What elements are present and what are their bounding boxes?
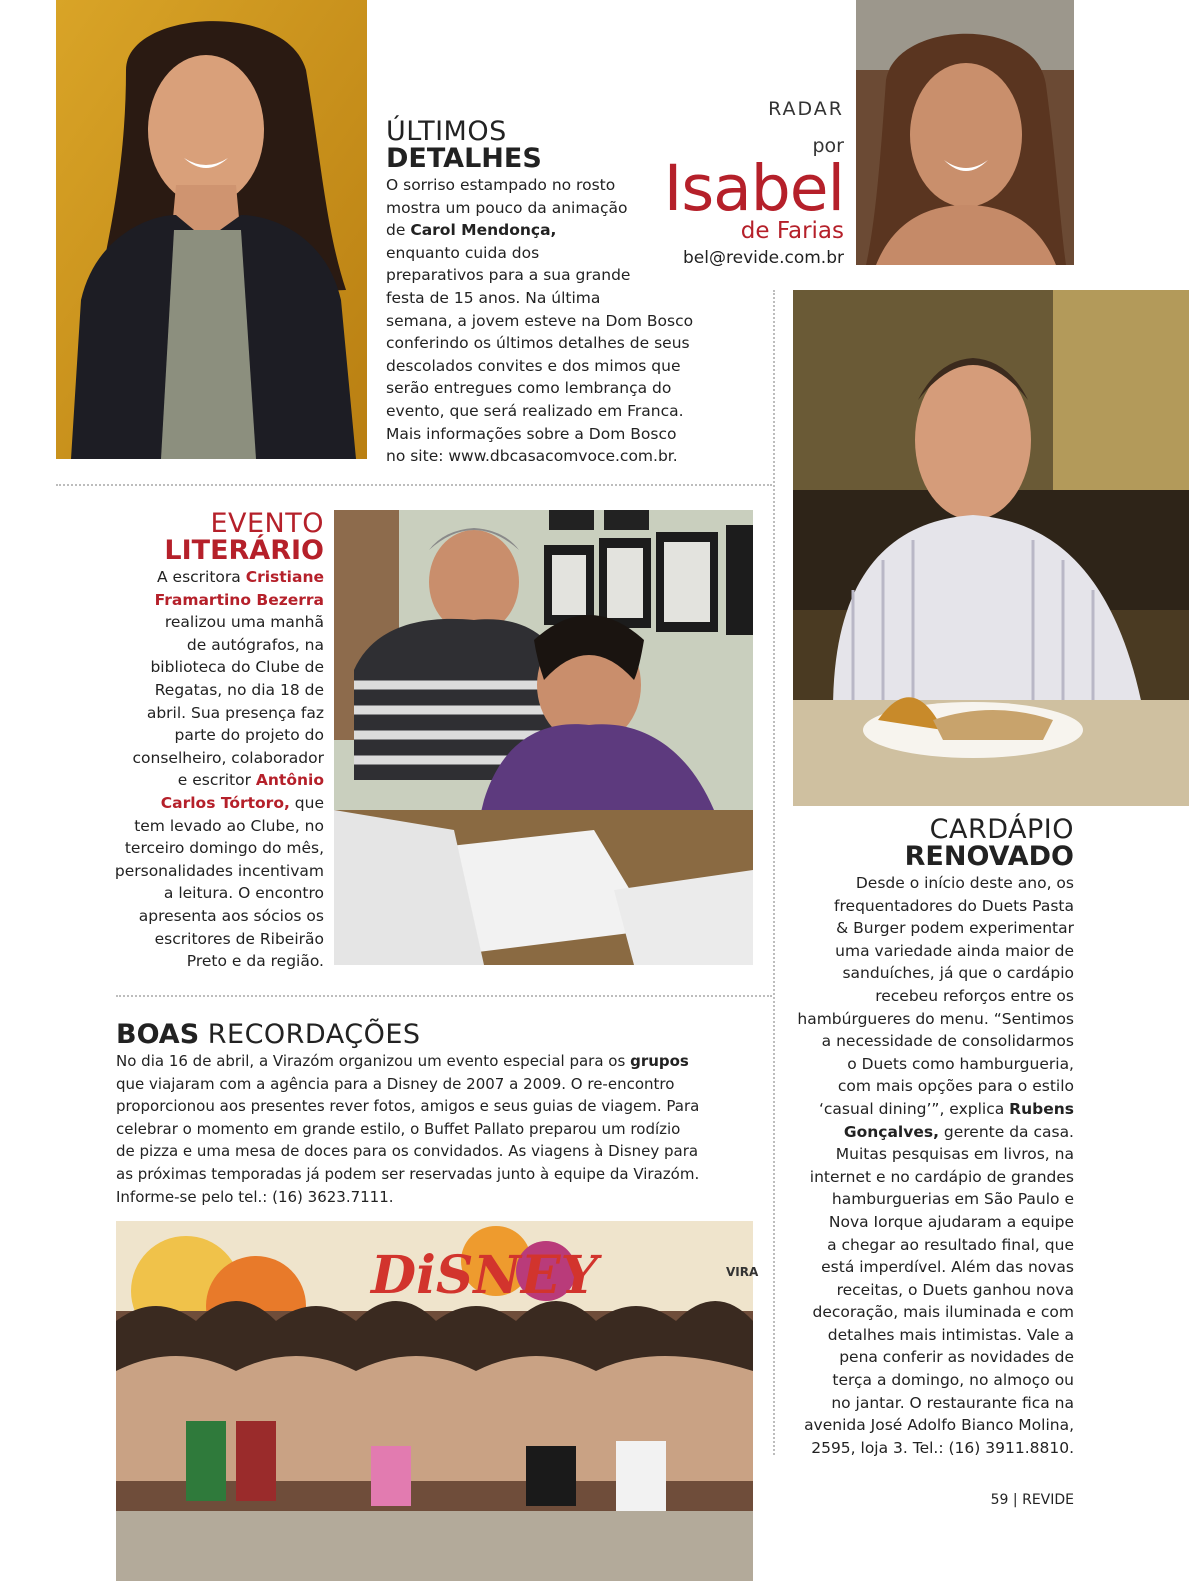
text-run: com mais opções para o estilo (837, 1077, 1074, 1096)
text-run: O sorriso estampado no rosto (386, 176, 616, 194)
text-line (110, 837, 324, 860)
text-line (788, 1437, 1074, 1460)
text-run: hamburguerias em São Paulo e (831, 1190, 1074, 1209)
text-line (110, 634, 324, 657)
text-line (110, 815, 324, 838)
text-run: as próximas temporadas já podem ser reservadas junto à equipe da Virazóm. (116, 1164, 700, 1183)
text-line (788, 1188, 1074, 1211)
text-run: Regatas, no dia 18 de (154, 680, 324, 699)
text-line (110, 747, 324, 770)
highlighted-name: Framartino Bezerra (154, 590, 324, 609)
text-line (788, 1030, 1074, 1053)
section-body (788, 872, 1074, 1459)
photo-disney-group (116, 1221, 759, 1581)
text-run: frequentadores do Duets Pasta (834, 896, 1074, 915)
text-line (788, 1369, 1074, 1392)
text-line (386, 242, 706, 265)
highlighted-name: Rubens (1009, 1099, 1074, 1118)
text-line (788, 917, 1074, 940)
text-run: sanduíches, já que o cardápio (842, 964, 1074, 983)
text-line (386, 400, 706, 423)
text-line (110, 724, 324, 747)
text-run: festa de 15 anos. Na última (386, 288, 601, 307)
text-run: e escritor (177, 771, 256, 790)
text-line (788, 1121, 1074, 1144)
text-line (110, 566, 324, 589)
text-line (788, 962, 1074, 985)
columnist-last-name: de Farias (740, 218, 844, 244)
text-run: evento, que será realizado em Franca. (386, 401, 684, 420)
section-title-bold: BOAS (116, 1019, 200, 1050)
photo-carol-mendonca (56, 0, 367, 459)
text-line (110, 882, 324, 905)
text-line (788, 1098, 1074, 1121)
separator-vertical (773, 290, 775, 1455)
text-run: terça a domingo, no almoço ou (832, 1371, 1074, 1390)
text-run: A escritora (157, 568, 246, 586)
section-title-light: ÚLTIMOS (386, 116, 507, 147)
text-line (386, 423, 706, 446)
text-run: decoração, mais iluminada e com (812, 1303, 1074, 1322)
text-run: no site: www.dbcasacomvoce.com.br. (386, 447, 678, 466)
text-line (386, 219, 706, 242)
text-run: proporcionou aos presentes rever fotos, amigos e seus guias de viagem. Para (116, 1097, 700, 1116)
text-line (110, 589, 324, 612)
text-run: conferindo os últimos detalhes de seus (386, 334, 690, 353)
text-line (788, 940, 1074, 963)
radar-by-label: por (812, 135, 844, 157)
text-run: enquanto cuida dos (386, 243, 540, 262)
text-run: detalhes mais intimistas. Vale a (827, 1325, 1074, 1344)
radar-label: RADAR (768, 98, 844, 120)
section-title-light: EVENTO (210, 508, 324, 539)
text-line (788, 1279, 1074, 1302)
disney-sign-text: DiSNEY (371, 1245, 598, 1306)
text-run: de pizza e uma mesa de doces para os convidados. As viagens à Disney para (116, 1142, 699, 1161)
highlighted-name: Gonçalves, (843, 1122, 939, 1141)
text-run: celebrar o momento em grande estilo, o Buffet Pallato preparou um rodízio (116, 1119, 681, 1138)
text-run: apresenta aos sócios os (138, 906, 324, 925)
text-run: semana, a jovem esteve na Dom Bosco (386, 311, 694, 330)
text-line (110, 769, 324, 792)
text-run: o Duets como hamburgueria, (847, 1054, 1074, 1073)
text-run: mostra um pouco da animação (386, 198, 628, 217)
text-line (110, 702, 324, 725)
text-run: uma variedade ainda maior de (835, 941, 1074, 960)
separator-middle (116, 995, 772, 997)
text-run: realizou uma manhã (164, 613, 324, 632)
text-line (116, 1186, 756, 1209)
section-boas-recordacoes (116, 1021, 756, 1208)
text-run: a chegar ao resultado final, que (827, 1235, 1074, 1254)
text-line (116, 1163, 756, 1186)
text-run: de autógrafos, na (186, 635, 324, 654)
text-run: avenida José Adolfo Bianco Molina, (804, 1416, 1074, 1435)
text-line (788, 1008, 1074, 1031)
text-run: receitas, o Duets ganhou nova (836, 1280, 1074, 1299)
text-line (788, 1256, 1074, 1279)
text-run: escritores de Ribeirão (154, 929, 324, 948)
text-run: no jantar. O restaurante fica na (831, 1393, 1074, 1412)
text-run: que (289, 793, 324, 812)
section-body (110, 566, 324, 973)
magazine-name: REVIDE (1022, 1492, 1074, 1508)
highlighted-name: grupos (630, 1052, 689, 1070)
text-line (788, 1346, 1074, 1369)
text-line (386, 332, 706, 355)
text-run: personalidades incentivam (114, 861, 324, 880)
text-run: está imperdível. Além das novas (821, 1258, 1074, 1277)
text-line (386, 355, 706, 378)
text-run: a necessidade de consolidarmos (821, 1032, 1074, 1051)
text-line (788, 1211, 1074, 1234)
text-run: serão entregues como lembrança do (386, 379, 672, 398)
text-run: de (386, 221, 411, 240)
text-line (110, 950, 324, 973)
text-run: No dia 16 de abril, a Virazóm organizou um evento especial para os (116, 1052, 631, 1070)
text-line (788, 1324, 1074, 1347)
photo-isabel-de-farias (856, 0, 1074, 265)
text-run: recebeu reforços entre os (875, 986, 1074, 1005)
text-line (788, 1414, 1074, 1437)
text-run: Mais informações sobre a Dom Bosco (386, 424, 677, 443)
highlighted-name: Carlos Tórtoro, (160, 793, 290, 812)
text-line (788, 1143, 1074, 1166)
section-evento-literario (110, 510, 324, 973)
text-line (788, 872, 1074, 895)
virazom-sign-text: VIRA (726, 1265, 759, 1279)
section-body (116, 1050, 756, 1208)
page-number: 59 (990, 1492, 1009, 1508)
text-run: parte do projeto do (174, 726, 324, 745)
text-run: terceiro domingo do mês, (124, 839, 324, 858)
photo-rubens-goncalves (793, 290, 1189, 806)
text-run: Preto e da região. (186, 952, 324, 971)
text-run: & Burger podem experimentar (836, 919, 1074, 938)
text-run: pena conferir as novidades de (839, 1348, 1074, 1367)
text-run: biblioteca do Clube de (150, 658, 324, 677)
text-line (386, 197, 706, 220)
footer-separator: | (1012, 1492, 1018, 1508)
text-line (110, 928, 324, 951)
separator-top (56, 484, 772, 486)
text-line (110, 656, 324, 679)
text-line (110, 611, 324, 634)
text-line (788, 1301, 1074, 1324)
text-line (116, 1140, 756, 1163)
text-line (386, 174, 706, 197)
text-line (788, 1053, 1074, 1076)
highlighted-name: Cristiane (245, 568, 324, 586)
text-line (386, 445, 706, 468)
text-line (788, 895, 1074, 918)
text-line (386, 287, 706, 310)
text-run: tem levado ao Clube, no (134, 816, 324, 835)
text-line (116, 1118, 756, 1141)
text-line (788, 1392, 1074, 1415)
text-line (110, 792, 324, 815)
text-line (788, 1166, 1074, 1189)
section-title-bold: LITERÁRIO (164, 535, 324, 566)
section-cardapio-renovado (788, 816, 1074, 1459)
text-run: Informe-se pelo tel.: (16) 3623.7111. (116, 1187, 394, 1206)
section-title-bold: RENOVADO (904, 841, 1074, 872)
text-line (788, 1234, 1074, 1257)
text-line (788, 1075, 1074, 1098)
text-line (386, 264, 706, 287)
text-line (788, 985, 1074, 1008)
section-body (386, 174, 706, 468)
text-line (116, 1073, 756, 1096)
text-run: descolados convites e dos mimos que (386, 356, 681, 375)
text-run: hambúrgueres do menu. “Sentimos (797, 1009, 1074, 1028)
text-run: conselheiro, colaborador (132, 748, 324, 767)
text-run: Nova Iorque ajudaram a equipe (828, 1212, 1074, 1231)
text-run: ‘casual dining’”, explica (818, 1099, 1010, 1118)
section-ultimos-detalhes (386, 118, 706, 468)
text-line (110, 679, 324, 702)
columnist-first-name: Isabel (663, 152, 844, 225)
columnist-email: bel@revide.com.br (683, 248, 844, 268)
text-line (116, 1050, 756, 1073)
text-line (386, 377, 706, 400)
page-footer (960, 1492, 1074, 1508)
photo-book-signing (334, 510, 753, 965)
section-title-bold: DETALHES (386, 143, 542, 174)
text-run: Muitas pesquisas em livros, na (835, 1145, 1074, 1164)
text-run: 2595, loja 3. Tel.: (16) 3911.8810. (811, 1438, 1074, 1457)
text-run: preparativos para a sua grande (386, 266, 631, 285)
text-line (110, 905, 324, 928)
text-run: internet e no cardápio de grandes (809, 1167, 1074, 1186)
text-run: gerente da casa. (938, 1122, 1074, 1141)
highlighted-name: Carol Mendonça, (410, 221, 557, 240)
text-run: que viajaram com a agência para a Disney de 2007 a 2009. O re-encontro (116, 1074, 675, 1093)
text-run: Desde o início deste ano, os (855, 874, 1074, 892)
text-line (116, 1095, 756, 1118)
text-line (110, 860, 324, 883)
section-title-light: RECORDAÇÕES (207, 1019, 421, 1050)
text-run: abril. Sua presença faz (146, 703, 324, 722)
text-run: a leitura. O encontro (163, 884, 324, 903)
highlighted-name: Antônio (255, 771, 324, 790)
text-line (386, 310, 706, 333)
section-title-light: CARDÁPIO (929, 814, 1074, 845)
